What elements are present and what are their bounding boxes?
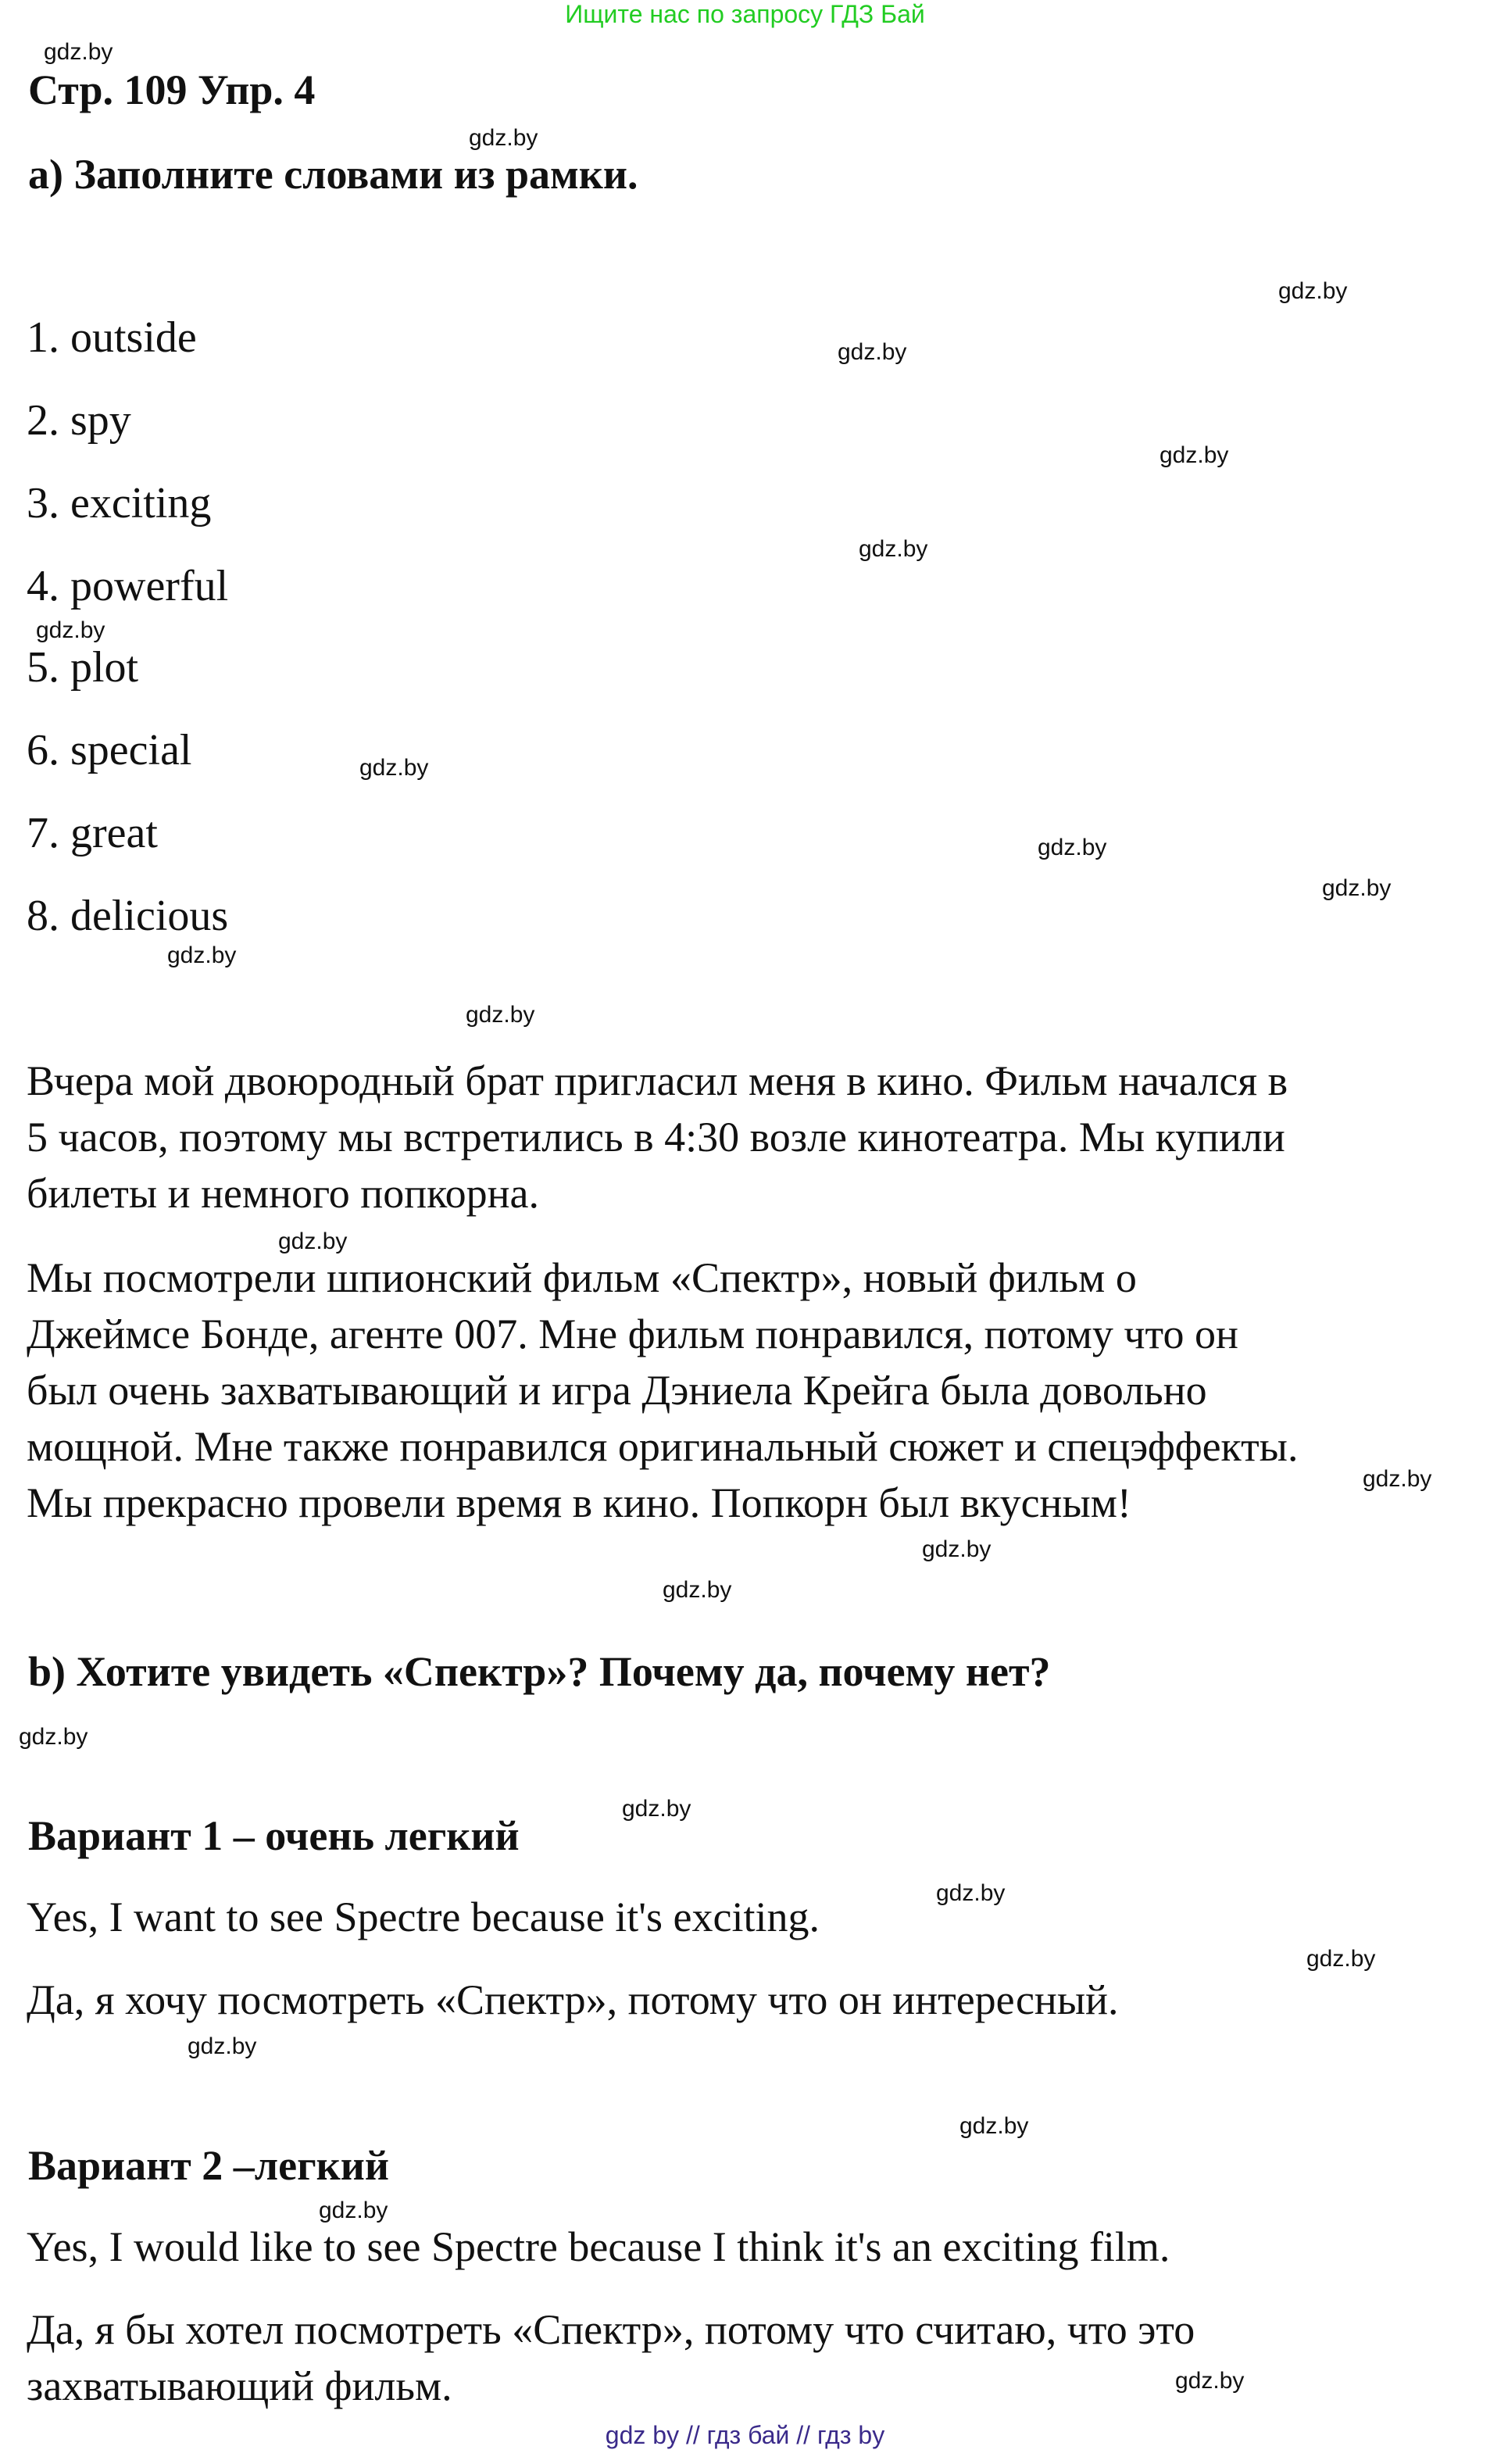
story-line: билеты и немного попкорна. [27,1170,539,1217]
watermark: gdz.by [1363,1466,1432,1492]
watermark: gdz.by [959,2113,1029,2139]
watermark: gdz.by [838,339,907,365]
answer-item: 6. special [27,726,192,774]
story-line: Мы прекрасно провели время в кино. Попкорн был вкусным! [27,1479,1131,1526]
watermark: gdz.by [1322,875,1392,901]
watermark: gdz.by [1278,278,1348,304]
watermark: gdz.by [663,1577,732,1603]
footer-links: gdz by // гдз бай // гдз by [605,2421,885,2449]
variant-2-title: Вариант 2 –легкий [28,2142,389,2189]
answer-item: 2. spy [27,396,131,445]
watermark: gdz.by [278,1228,348,1254]
story-line: 5 часов, поэтому мы встретились в 4:30 возле кинотеатра. Мы купили [27,1114,1285,1160]
watermark: gdz.by [922,1536,992,1562]
answer-item: 5. plot [27,643,139,692]
story-line: Джеймсе Бонде, агенте 007. Мне фильм понравился, потому что он [27,1311,1238,1357]
watermark: gdz.by [167,942,237,968]
answer-item: 1. outside [27,313,197,362]
variant-1-title: Вариант 1 – очень легкий [28,1812,520,1859]
answer-item: 4. powerful [27,562,229,610]
variant-1-russian: Да, я хочу посмотреть «Спектр», потому что он интересный. [27,1976,1119,2023]
watermark: gdz.by [44,39,113,65]
story-line: Мы посмотрели шпионский фильм «Спектр», новый фильм о [27,1254,1137,1301]
watermark: gdz.by [1306,1946,1376,1972]
variant-2-russian: Да, я бы хотел посмотреть «Спектр», потому что считаю, что это [27,2306,1195,2353]
watermark: gdz.by [936,1880,1006,1906]
task-a-title: a) Заполните словами из рамки. [28,151,638,198]
watermark: gdz.by [1159,442,1229,468]
top-banner: Ищите нас по запросу ГДЗ Бай [565,0,925,28]
story-line: Вчера мой двоюродный брат пригласил меня в кино. Фильм начался в [27,1057,1288,1104]
task-b-title: b) Хотите увидеть «Спектр»? Почему да, почему нет? [28,1648,1051,1695]
variant-2-russian: захватывающий фильм. [27,2362,452,2409]
page-heading: Стр. 109 Упр. 4 [28,66,316,113]
watermark: gdz.by [188,2033,257,2059]
story-line: мощной. Мне также понравился оригинальный сюжет и спецэффекты. [27,1423,1299,1470]
watermark: gdz.by [466,1002,535,1028]
variant-1-english: Yes, I want to see Spectre because it's exciting. [27,1894,820,1940]
watermark: gdz.by [36,617,105,643]
watermark: gdz.by [469,125,538,151]
watermark: gdz.by [319,2198,388,2223]
watermark: gdz.by [19,1724,88,1750]
variant-2-english: Yes, I would like to see Spectre because I think it's an exciting film. [27,2223,1170,2270]
answer-item: 3. exciting [27,479,212,527]
answer-item: 8. delicious [27,892,229,940]
watermark: gdz.by [859,536,928,562]
watermark: gdz.by [1175,2368,1245,2394]
watermark: gdz.by [1038,835,1107,860]
story-line: был очень захватывающий и игра Дэниела Крейга была довольно [27,1367,1207,1414]
answer-item: 7. great [27,809,158,857]
watermark: gdz.by [622,1796,691,1822]
watermark: gdz.by [359,755,429,781]
